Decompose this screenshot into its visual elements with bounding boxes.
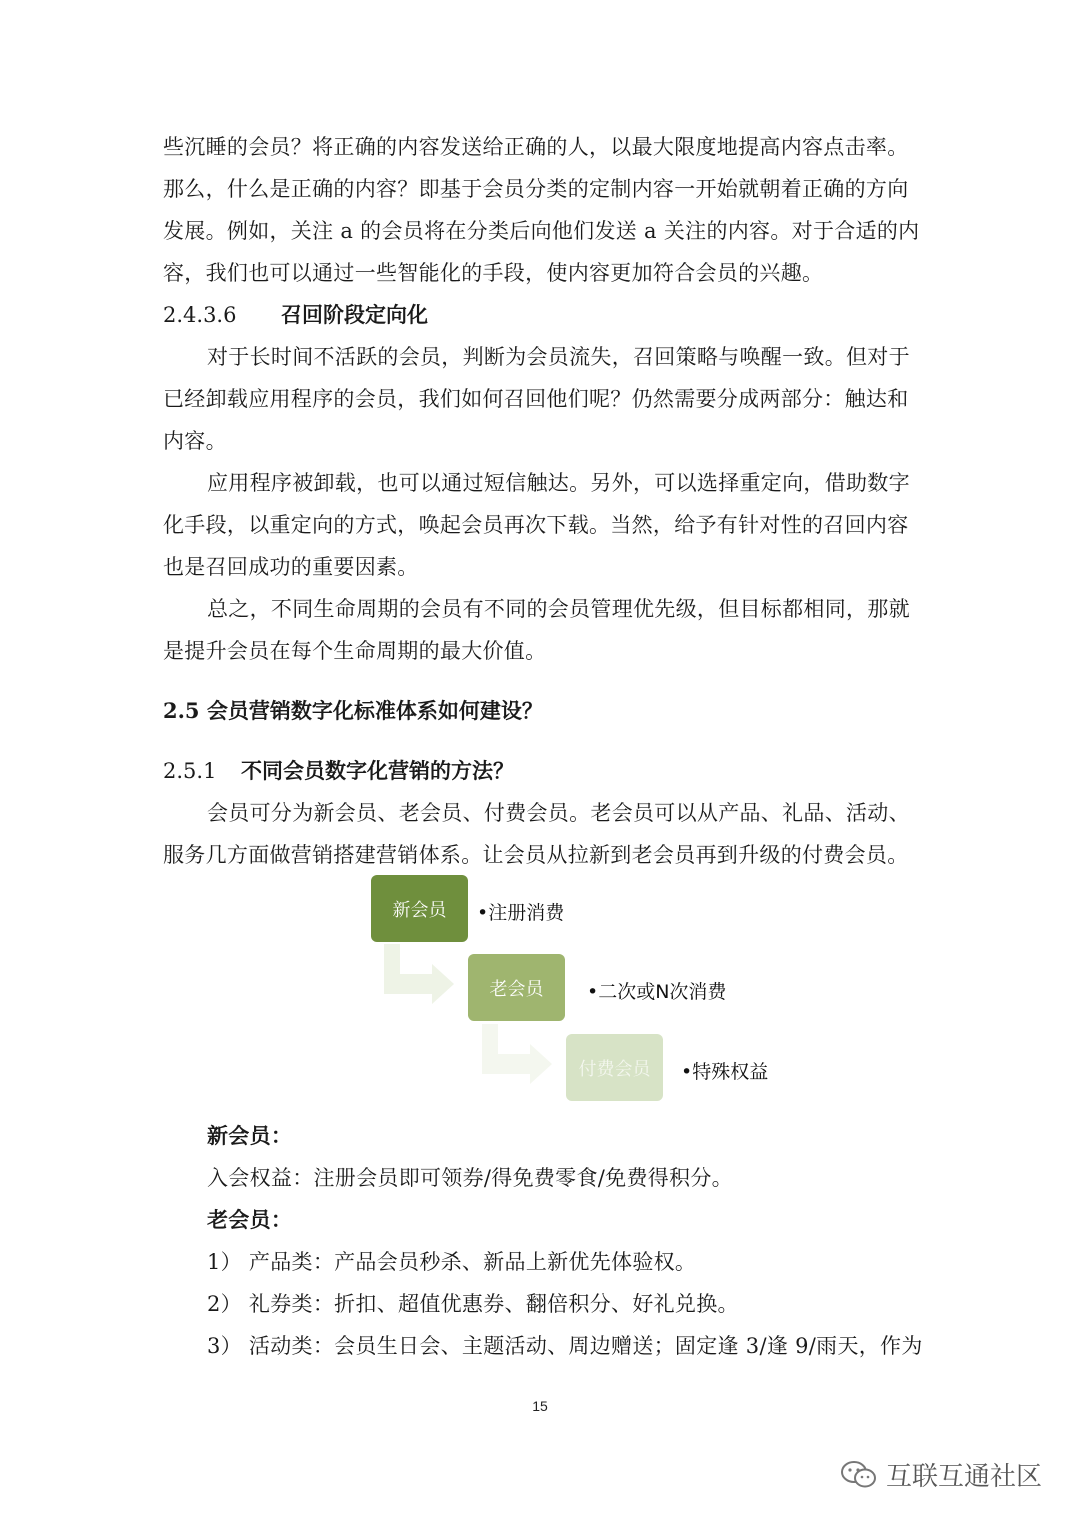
paragraph-line: 也是召回成功的重要因素。 bbox=[163, 555, 419, 579]
paragraph-line: 已经卸载应用程序的会员，我们如何召回他们呢？仍然需要分成两部分：触达和 bbox=[163, 387, 909, 411]
paragraph-line: 容，我们也可以通过一些智能化的手段，使内容更加符合会员的兴趣。 bbox=[163, 261, 824, 285]
new-member-label: •注册消费 bbox=[477, 902, 565, 924]
list-item: 2） 礼券类：折扣、超值优惠券、翻倍积分、好礼兑换。 bbox=[207, 1292, 739, 1316]
wechat-icon bbox=[840, 1460, 878, 1490]
paragraph-line: 服务几方面做营销搭建营销体系。让会员从拉新到老会员再到升级的付费会员。 bbox=[163, 843, 909, 867]
section-heading-2-5-1 bbox=[163, 750, 918, 792]
paragraph-line: 内容。 bbox=[163, 429, 227, 453]
bent-arrow-icon bbox=[380, 944, 460, 1004]
new-member-text: 入会权益：注册会员即可领券/得免费零食/免费得积分。 bbox=[207, 1166, 733, 1190]
member-sections bbox=[163, 1115, 923, 1367]
section-heading-2-5: 2.5 会员营销数字化标准体系如何建设？ bbox=[163, 698, 543, 723]
new-member-box: 新会员 bbox=[371, 875, 468, 942]
list-item: 1） 产品类：产品会员秒杀、新品上新优先体验权。 bbox=[207, 1250, 697, 1274]
old-member-box: 老会员 bbox=[468, 954, 565, 1021]
bent-arrow-icon bbox=[478, 1024, 558, 1084]
paragraph-line: 对于长时间不活跃的会员，判断为会员流失，召回策略与唤醒一致。但对于 bbox=[207, 345, 910, 369]
paragraph-line: 会员可分为新会员、老会员、付费会员。老会员可以从产品、礼品、活动、 bbox=[207, 801, 910, 825]
paragraph-line: 是提升会员在每个生命周期的最大价值。 bbox=[163, 639, 547, 663]
heading-number: 2.5.1 bbox=[163, 759, 217, 783]
old-member-title: 老会员： bbox=[207, 1207, 293, 1232]
watermark bbox=[840, 1456, 1042, 1493]
paid-member-box: 付费会员 bbox=[566, 1034, 663, 1101]
section-heading-2-4-3-6 bbox=[163, 294, 918, 336]
paragraph-line: 那么，什么是正确的内容？即基于会员分类的定制内容一开始就朝着正确的方向 bbox=[163, 177, 909, 201]
heading-title: 不同会员数字化营销的方法？ bbox=[241, 758, 514, 783]
paragraph-line: 化手段，以重定向的方式，唤起会员再次下载。当然，给予有针对性的召回内容 bbox=[163, 513, 909, 537]
old-member-label: •二次或N次消费 bbox=[587, 981, 727, 1003]
member-upgrade-diagram bbox=[370, 874, 790, 1108]
paragraph-line: 应用程序被卸载，也可以通过短信触达。另外，可以选择重定向，借助数字 bbox=[207, 471, 910, 495]
watermark-text: 互联互通社区 bbox=[886, 1462, 1043, 1492]
paid-member-label: •特殊权益 bbox=[681, 1061, 769, 1083]
page-number: 15 bbox=[532, 1398, 548, 1414]
paragraph-line: 总之，不同生命周期的会员有不同的会员管理优先级，但目标都相同，那就 bbox=[207, 597, 910, 621]
document-body bbox=[163, 126, 918, 876]
heading-number: 2.4.3.6 bbox=[163, 303, 237, 327]
heading-title: 召回阶段定向化 bbox=[281, 302, 428, 327]
list-item: 3） 活动类：会员生日会、主题活动、周边赠送；固定逢 3/逢 9/雨天，作为 bbox=[207, 1334, 923, 1358]
paragraph-line: 发展。例如，关注 a 的会员将在分类后向他们发送 a 关注的内容。对于合适的内 bbox=[163, 219, 920, 243]
new-member-title: 新会员： bbox=[207, 1123, 293, 1148]
paragraph-line: 些沉睡的会员？将正确的内容发送给正确的人，以最大限度地提高内容点击率。 bbox=[163, 135, 909, 159]
